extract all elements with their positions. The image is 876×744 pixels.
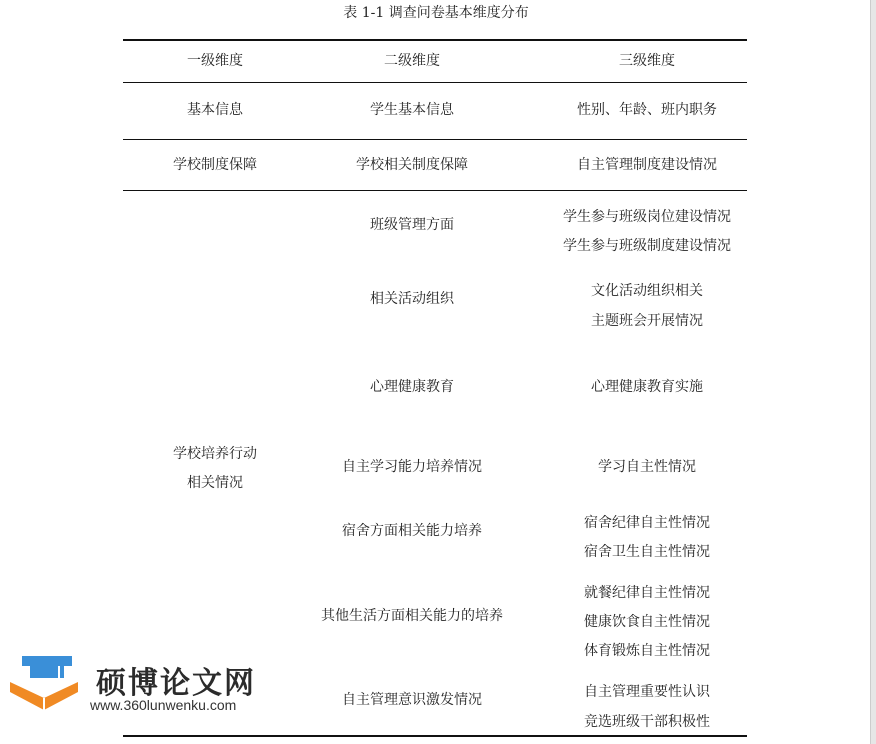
row-rule-2 [123,190,747,191]
row-rule-1 [123,139,747,140]
item4-level2: 自主学习能力培养情况 [342,459,482,475]
watermark-title: 硕博论文网 [96,666,256,701]
top-rule [123,39,747,41]
item6-level3-b: 健康饮食自主性情况 [584,614,710,630]
row2-level3: 自主管理制度建设情况 [577,157,717,173]
header-level3: 三级维度 [619,53,675,69]
row2-level1: 学校制度保障 [173,157,257,173]
item7-level3-a: 自主管理重要性认识 [584,684,710,700]
item5-level3 [517,509,777,567]
item1-level3-a: 学生参与班级岗位建设情况 [563,209,731,225]
item6-level3 [517,579,777,666]
cap-base [30,666,58,678]
item5-level3-a: 宿舍纪律自主性情况 [584,515,710,531]
group-level1-line2: 相关情况 [187,475,243,491]
item2-level3 [517,276,777,336]
item7-level3-b: 竞选班级干部积极性 [584,714,710,730]
item6-level2: 其他生活方面相关能力的培养 [321,608,503,624]
graduation-cap-icon [8,652,88,724]
item3-level2: 心理健康教育 [370,379,454,395]
item5-level3-b: 宿舍卫生自主性情况 [584,544,710,560]
group-level1 [123,440,307,498]
item6-level3-a: 就餐纪律自主性情况 [584,585,710,601]
cap-board [22,656,72,666]
item2-level3-b: 主题班会开展情况 [591,313,703,329]
header-level2: 二级维度 [384,53,440,69]
item1-level3 [517,203,777,261]
item6-level3-c: 体育锻炼自主性情况 [584,643,710,659]
header-level1: 一级维度 [187,53,243,69]
item5-level2: 宿舍方面相关能力培养 [342,523,482,539]
item2-level2: 相关活动组织 [370,291,454,307]
item7-level3 [517,677,777,737]
item3-level3: 心理健康教育实施 [591,379,703,395]
watermark-url: www.360lunwenku.com [90,697,237,713]
item1-level2: 班级管理方面 [370,217,454,233]
item1-level3-b: 学生参与班级制度建设情况 [563,238,731,254]
item2-level3-a: 文化活动组织相关 [591,283,703,299]
watermark-logo [8,650,268,730]
row1-level2: 学生基本信息 [370,102,454,118]
header-rule [123,82,747,83]
row1-level1: 基本信息 [187,102,243,118]
row1-level3: 性别、年龄、班内职务 [577,102,717,118]
cap-tassel [60,662,64,678]
table-caption: 表 1-1 调查问卷基本维度分布 [343,5,529,21]
page-edge [870,0,876,744]
item7-level2: 自主管理意识激发情况 [342,692,482,708]
group-level1-line1: 学校培养行动 [173,446,257,462]
item4-level3: 学习自主性情况 [598,459,696,475]
row2-level2: 学校相关制度保障 [356,157,468,173]
